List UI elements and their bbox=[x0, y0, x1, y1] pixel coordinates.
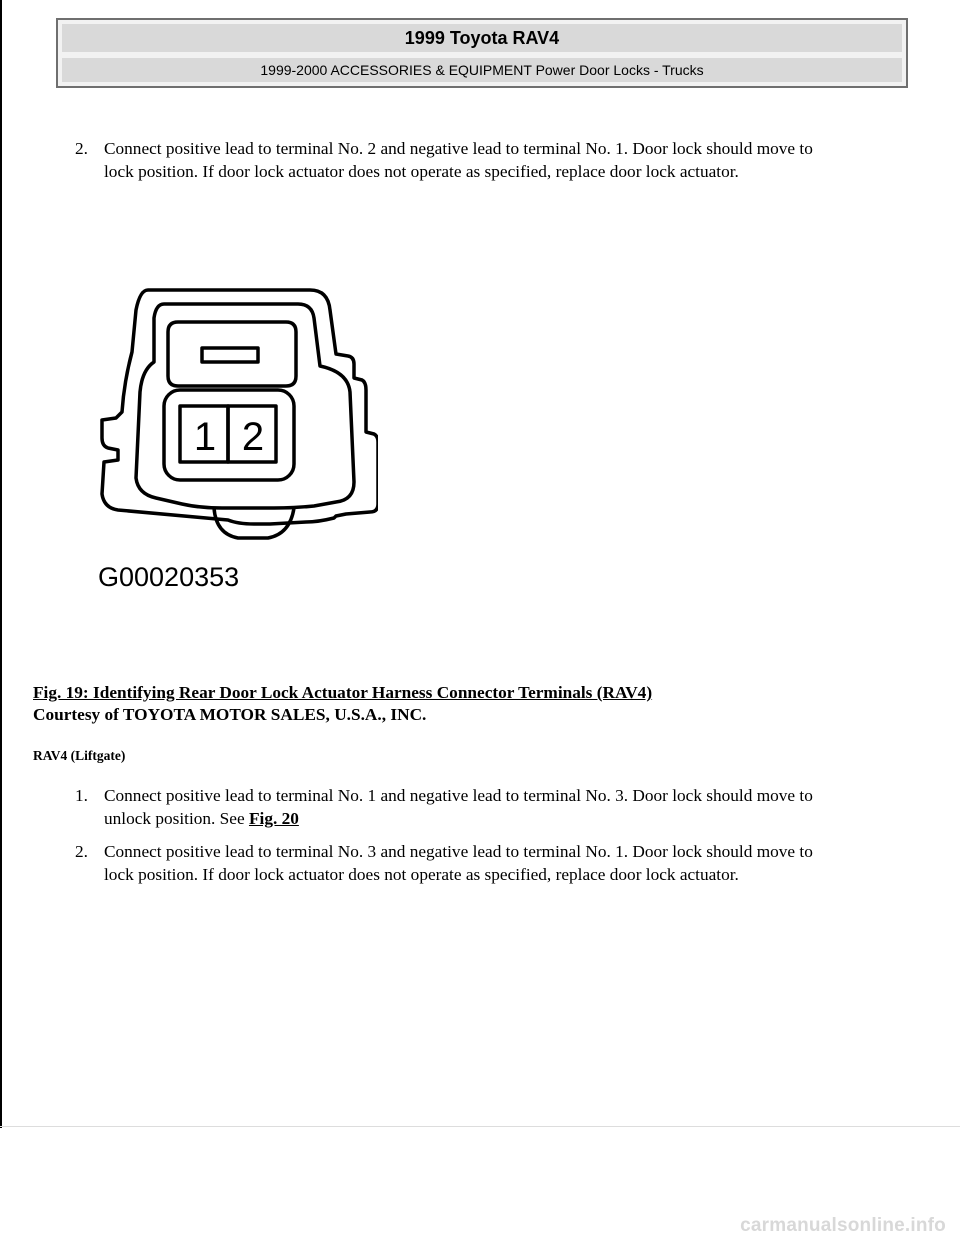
step-number: 1. bbox=[75, 786, 88, 805]
fig-20-link[interactable]: Fig. 20 bbox=[248, 809, 299, 828]
header-title: 1999 Toyota RAV4 bbox=[62, 24, 902, 52]
figure-code: G00020353 bbox=[98, 562, 240, 592]
terminal-2-label: 2 bbox=[241, 415, 265, 459]
connector-latch bbox=[168, 322, 296, 386]
terminal-1-label: 1 bbox=[193, 415, 217, 459]
figure-caption-title: Fig. 19: Identifying Rear Door Lock Actuator Harness Connector Terminals (RAV4) bbox=[33, 683, 653, 702]
figure-caption-courtesy: Courtesy of TOYOTA MOTOR SALES, U.S.A., INC. bbox=[33, 705, 427, 724]
connector-figure bbox=[98, 282, 378, 602]
step-text: Connect positive lead to terminal No. 3 and negative lead to terminal No. 1. Door lock should move to lock position. If door lock actuator does not operate as specified, replace door lock actuator. bbox=[104, 842, 813, 884]
watermark: carmanualsonline.info bbox=[740, 1215, 946, 1236]
section-heading: RAV4 (Liftgate) bbox=[33, 748, 126, 763]
step-text: Connect positive lead to terminal No. 1 and negative lead to terminal No. 3. Door lock should move to unlock position. See Fig. 20 bbox=[104, 786, 813, 828]
page-bottom-rule bbox=[0, 1126, 960, 1127]
step-text: Connect positive lead to terminal No. 2 and negative lead to terminal No. 1. Door lock should move to lock position. If door lock actuator does not operate as specified, replace door lock actuator. bbox=[104, 139, 813, 181]
page-left-border bbox=[0, 0, 2, 1128]
step-number: 2. bbox=[75, 139, 88, 158]
step-number: 2. bbox=[75, 842, 88, 861]
header-subtitle: 1999-2000 ACCESSORIES & EQUIPMENT Power Door Locks - Trucks bbox=[62, 58, 902, 82]
latch-slot bbox=[202, 348, 258, 362]
document-header bbox=[56, 18, 908, 88]
